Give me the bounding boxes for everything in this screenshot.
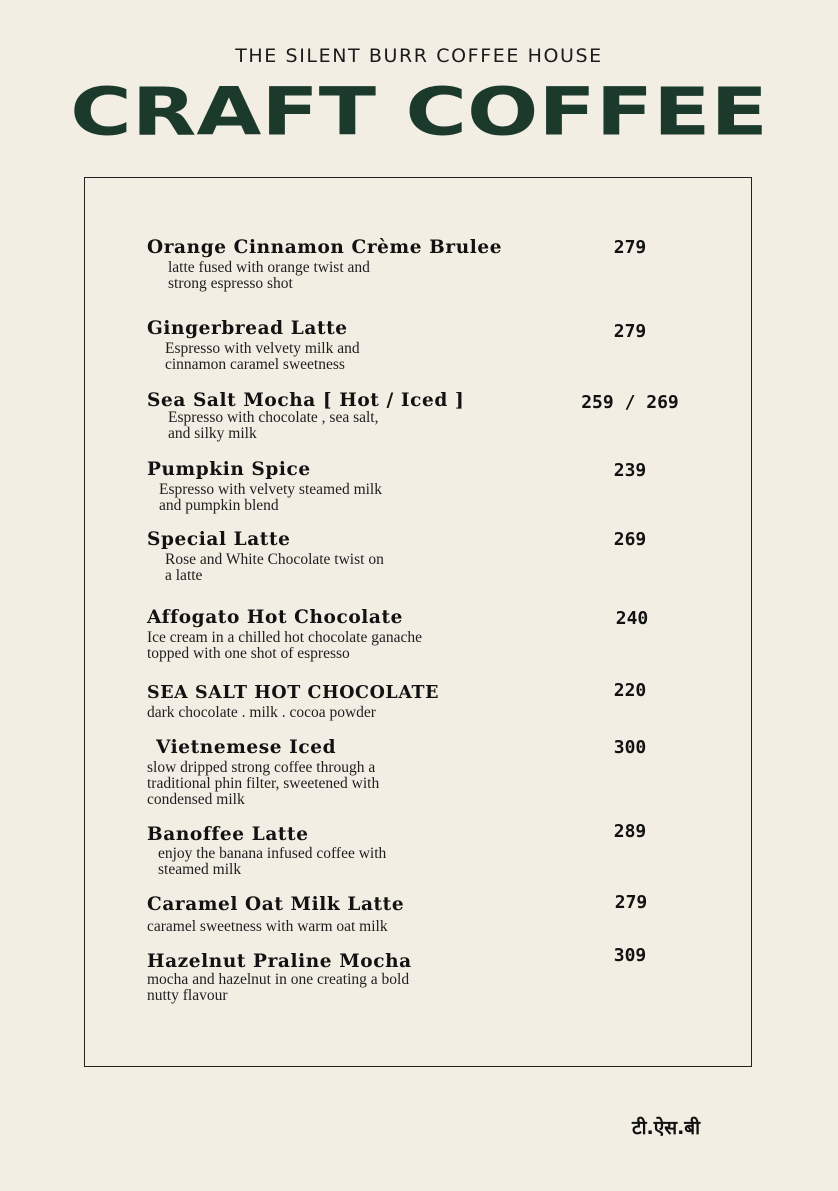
item-description: mocha and hazelnut in one creating a bold nutty flavour	[147, 971, 410, 1004]
item-description: dark chocolate . milk . cocoa powder	[147, 704, 376, 721]
cafe-name: THE SILENT BURR COFFEE HOUSE	[235, 45, 603, 67]
item-price: 279	[614, 892, 648, 913]
item-description: Ice cream in a chilled hot chocolate ganache topped with one shot of espresso	[147, 629, 422, 662]
menu-title: CRAFT COFFEE	[70, 73, 768, 151]
item-price: 289	[613, 821, 647, 842]
item-name: Orange Cinnamon Crème Brulee	[147, 237, 503, 258]
menu-item	[147, 737, 379, 808]
item-name: Affogato Hot Chocolate	[147, 607, 403, 628]
item-description: Espresso with velvety steamed milk and pumpkin blend	[159, 481, 382, 514]
menu-item	[147, 682, 439, 721]
item-price: 269	[613, 529, 647, 550]
item-description: enjoy the banana infused coffee with steamed milk	[158, 845, 387, 878]
item-name: Banoffee Latte	[147, 824, 309, 845]
menu-item	[147, 529, 384, 584]
item-price: 220	[613, 680, 647, 701]
item-description: Rose and White Chocolate twist on a latte	[165, 551, 384, 584]
item-name: Special Latte	[147, 529, 291, 550]
item-description: latte fused with orange twist and strong espresso shot	[168, 259, 370, 292]
item-price: 239	[613, 460, 647, 481]
item-name: Hazelnut Praline Mocha	[147, 951, 412, 972]
menu-item	[147, 894, 404, 935]
item-price: 309	[613, 945, 647, 966]
menu-item	[147, 607, 422, 662]
menu-item	[147, 318, 360, 373]
item-price: 259 / 269	[581, 392, 679, 413]
item-name: SEA SALT HOT CHOCOLATE	[147, 683, 440, 703]
item-description: slow dripped strong coffee through a traditional phin filter, sweetened with condensed milk	[147, 759, 380, 808]
item-price: 279	[613, 237, 647, 258]
item-description: caramel sweetness with warm oat milk	[147, 918, 388, 935]
menu-item	[147, 390, 464, 442]
item-price: 279	[613, 321, 647, 342]
logo-mark: टी.ऐस.बी	[632, 1117, 701, 1139]
item-price: 240	[615, 608, 649, 629]
item-price: 300	[613, 737, 647, 758]
item-name: Caramel Oat Milk Latte	[147, 894, 405, 915]
menu-item	[147, 459, 382, 514]
menu-item	[147, 951, 412, 1004]
item-name: Gingerbread Latte	[147, 318, 348, 339]
menu-item	[147, 824, 386, 878]
item-description: Espresso with velvety milk and cinnamon caramel sweetness	[165, 340, 360, 373]
item-name: Sea Salt Mocha [ Hot / Iced ]	[147, 390, 465, 411]
menu-item	[147, 237, 502, 292]
item-name: Vietnemese Iced	[156, 737, 337, 758]
item-description: Espresso with chocolate , sea salt, and silky milk	[168, 409, 379, 442]
item-name: Pumpkin Spice	[147, 459, 311, 480]
